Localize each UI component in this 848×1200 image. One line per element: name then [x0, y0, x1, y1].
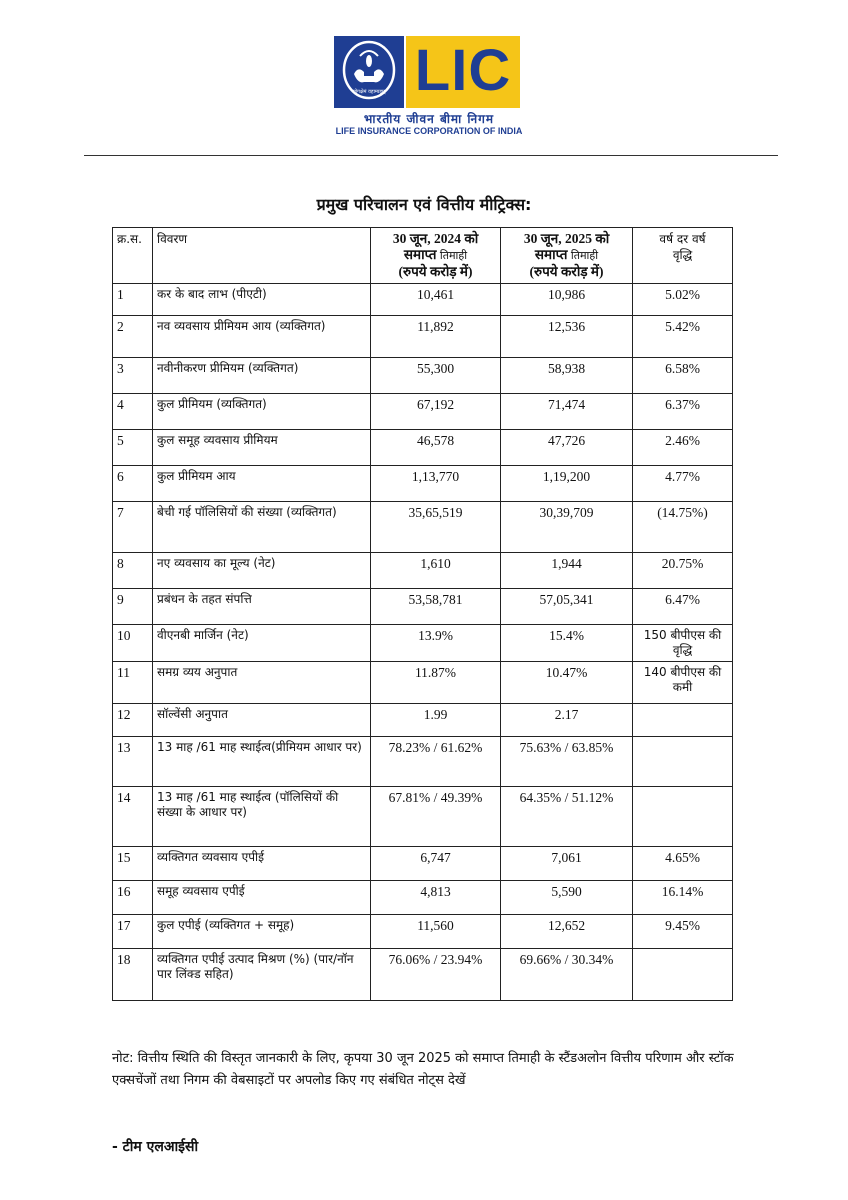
header-quarter-2024	[371, 228, 501, 284]
row-serial: 2	[113, 316, 153, 358]
row-value-2024: 11,560	[371, 915, 501, 949]
row-value-2024: 11,892	[371, 316, 501, 358]
row-value-2024: 76.06% / 23.94%	[371, 949, 501, 1001]
row-description: कुल प्रीमियम आय	[153, 466, 371, 502]
row-serial: 4	[113, 394, 153, 430]
table-header-row	[113, 228, 733, 284]
row-description: व्यक्तिगत एपीई उत्पाद मिश्रण (%) (पार/नॉन पार लिंक्ड सहित)	[153, 949, 371, 1001]
logo-wordmark: LIC	[414, 38, 512, 103]
row-serial: 17	[113, 915, 153, 949]
row-value-2025: 15.4%	[501, 625, 633, 662]
row-growth: 150 बीपीएस की वृद्धि	[633, 625, 733, 662]
row-description: समग्र व्यय अनुपात	[153, 662, 371, 704]
row-value-2024: 67.81% / 49.39%	[371, 787, 501, 847]
row-growth: 5.42%	[633, 316, 733, 358]
row-value-2025: 12,652	[501, 915, 633, 949]
row-value-2024: 35,65,519	[371, 502, 501, 553]
row-growth	[633, 704, 733, 737]
header-description: विवरण	[153, 228, 371, 284]
row-value-2025: 12,536	[501, 316, 633, 358]
row-value-2025: 69.66% / 30.34%	[501, 949, 633, 1001]
header-growth-line1: वर्ष दर वर्ष	[659, 232, 706, 246]
row-growth	[633, 787, 733, 847]
row-description: व्यक्तिगत व्यवसाय एपीई	[153, 847, 371, 881]
table-row	[113, 949, 733, 1001]
row-serial: 9	[113, 589, 153, 625]
row-value-2025: 64.35% / 51.12%	[501, 787, 633, 847]
row-value-2025: 58,938	[501, 358, 633, 394]
row-growth: 140 बीपीएस की कमी	[633, 662, 733, 704]
footnote: नोट: वित्तीय स्थिति की विस्तृत जानकारी के लिए, कृपया 30 जून 2025 को समाप्त तिमाही के स्टैंडअलोन वित्तीय परिणाम और स्टॉक एक्सचेंजों तथा निगम की वेबसाइटों पर अपलोड किए गए संबंधित नोट्स देखें	[112, 1051, 734, 1088]
row-growth	[633, 737, 733, 787]
row-value-2025: 1,19,200	[501, 466, 633, 502]
row-value-2024: 78.23% / 61.62%	[371, 737, 501, 787]
header-2024-quarter-word: तिमाही	[439, 250, 468, 262]
row-serial: 16	[113, 881, 153, 915]
row-growth: 16.14%	[633, 881, 733, 915]
page-title: प्रमुख परिचालन एवं वित्तीय मीट्रिक्स:	[316, 195, 532, 214]
row-serial: 6	[113, 466, 153, 502]
lic-logo	[334, 36, 524, 136]
row-serial: 5	[113, 430, 153, 466]
header-2025-line3: (रुपये करोड़ में)	[529, 264, 604, 279]
row-value-2024: 6,747	[371, 847, 501, 881]
row-description: बेची गई पॉलिसियों की संख्या (व्यक्तिगत)	[153, 502, 371, 553]
row-growth: 6.47%	[633, 589, 733, 625]
row-value-2024: 67,192	[371, 394, 501, 430]
table-row	[113, 316, 733, 358]
row-growth: 9.45%	[633, 915, 733, 949]
logo-hindi-name: भारतीय जीवन बीमा निगम	[363, 112, 495, 126]
header-2024-line1: 30 जून, 2024 को	[392, 231, 479, 246]
row-growth: 4.65%	[633, 847, 733, 881]
row-value-2025: 2.17	[501, 704, 633, 737]
row-value-2024: 13.9%	[371, 625, 501, 662]
table-row	[113, 589, 733, 625]
row-growth: 2.46%	[633, 430, 733, 466]
row-value-2024: 53,58,781	[371, 589, 501, 625]
row-description: सॉल्वेंसी अनुपात	[153, 704, 371, 737]
table-row	[113, 625, 733, 662]
table-row	[113, 915, 733, 949]
row-serial: 11	[113, 662, 153, 704]
row-value-2025: 1,944	[501, 553, 633, 589]
row-growth: 20.75%	[633, 553, 733, 589]
row-value-2025: 71,474	[501, 394, 633, 430]
header-2025-quarter-word: तिमाही	[570, 250, 599, 262]
logo-english-name: LIFE INSURANCE CORPORATION OF INDIA	[335, 126, 523, 136]
row-growth: 6.58%	[633, 358, 733, 394]
signature: - टीम एलआईसी	[112, 1139, 199, 1155]
row-value-2025: 75.63% / 63.85%	[501, 737, 633, 787]
header-2025-line1: 30 जून, 2025 को	[523, 231, 610, 246]
row-value-2024: 1,13,770	[371, 466, 501, 502]
row-growth: 4.77%	[633, 466, 733, 502]
lic-emblem-icon	[334, 36, 404, 108]
row-value-2024: 10,461	[371, 284, 501, 316]
row-growth: 6.37%	[633, 394, 733, 430]
row-description: प्रबंधन के तहत संपत्ति	[153, 589, 371, 625]
row-value-2024: 1.99	[371, 704, 501, 737]
header-2025-line2: समाप्त	[534, 247, 568, 262]
metrics-table	[112, 227, 733, 1001]
emblem-motto: योगक्षेमं वहाम्यहम्	[352, 89, 386, 95]
row-description: नवीनीकरण प्रीमियम (व्यक्तिगत)	[153, 358, 371, 394]
table-row	[113, 502, 733, 553]
row-value-2025: 30,39,709	[501, 502, 633, 553]
row-serial: 3	[113, 358, 153, 394]
row-serial: 15	[113, 847, 153, 881]
metrics-table-body	[113, 284, 733, 1001]
row-description: कुल एपीई (व्यक्तिगत + समूह)	[153, 915, 371, 949]
table-row	[113, 553, 733, 589]
header-quarter-2025	[501, 228, 633, 284]
row-value-2024: 55,300	[371, 358, 501, 394]
row-value-2025: 10,986	[501, 284, 633, 316]
table-row	[113, 847, 733, 881]
row-description: नए व्यवसाय का मूल्य (नेट)	[153, 553, 371, 589]
logo-wordmark-box	[406, 36, 520, 108]
row-value-2024: 11.87%	[371, 662, 501, 704]
header-serial: क्र.स.	[113, 228, 153, 284]
table-row	[113, 787, 733, 847]
row-description: कुल प्रीमियम (व्यक्तिगत)	[153, 394, 371, 430]
row-serial: 13	[113, 737, 153, 787]
row-value-2025: 5,590	[501, 881, 633, 915]
row-value-2025: 47,726	[501, 430, 633, 466]
row-value-2025: 57,05,341	[501, 589, 633, 625]
row-serial: 18	[113, 949, 153, 1001]
header-2024-line3: (रुपये करोड़ में)	[398, 264, 473, 279]
row-growth: 5.02%	[633, 284, 733, 316]
row-serial: 14	[113, 787, 153, 847]
row-serial: 1	[113, 284, 153, 316]
row-value-2024: 46,578	[371, 430, 501, 466]
row-value-2024: 4,813	[371, 881, 501, 915]
row-value-2024: 1,610	[371, 553, 501, 589]
row-description: नव व्यवसाय प्रीमियम आय (व्यक्तिगत)	[153, 316, 371, 358]
header-growth-line2: वृद्धि	[672, 248, 693, 262]
table-row	[113, 662, 733, 704]
table-row	[113, 394, 733, 430]
row-description: कुल समूह व्यवसाय प्रीमियम	[153, 430, 371, 466]
table-row	[113, 881, 733, 915]
row-description: 13 माह /61 माह स्थाईत्व (पॉलिसियों की संख्या के आधार पर)	[153, 787, 371, 847]
table-row	[113, 704, 733, 737]
table-row	[113, 737, 733, 787]
row-serial: 7	[113, 502, 153, 553]
table-row	[113, 466, 733, 502]
row-description: समूह व्यवसाय एपीई	[153, 881, 371, 915]
row-description: 13 माह /61 माह स्थाईत्व(प्रीमियम आधार पर)	[153, 737, 371, 787]
table-row	[113, 430, 733, 466]
row-description: कर के बाद लाभ (पीएटी)	[153, 284, 371, 316]
row-growth	[633, 949, 733, 1001]
row-serial: 10	[113, 625, 153, 662]
table-row	[113, 358, 733, 394]
header-growth	[633, 228, 733, 284]
table-row	[113, 284, 733, 316]
row-description: वीएनबी मार्जिन (नेट)	[153, 625, 371, 662]
row-value-2025: 7,061	[501, 847, 633, 881]
row-growth: (14.75%)	[633, 502, 733, 553]
row-serial: 8	[113, 553, 153, 589]
row-value-2025: 10.47%	[501, 662, 633, 704]
header-divider	[84, 155, 778, 156]
header-2024-line2: समाप्त	[403, 247, 437, 262]
row-serial: 12	[113, 704, 153, 737]
